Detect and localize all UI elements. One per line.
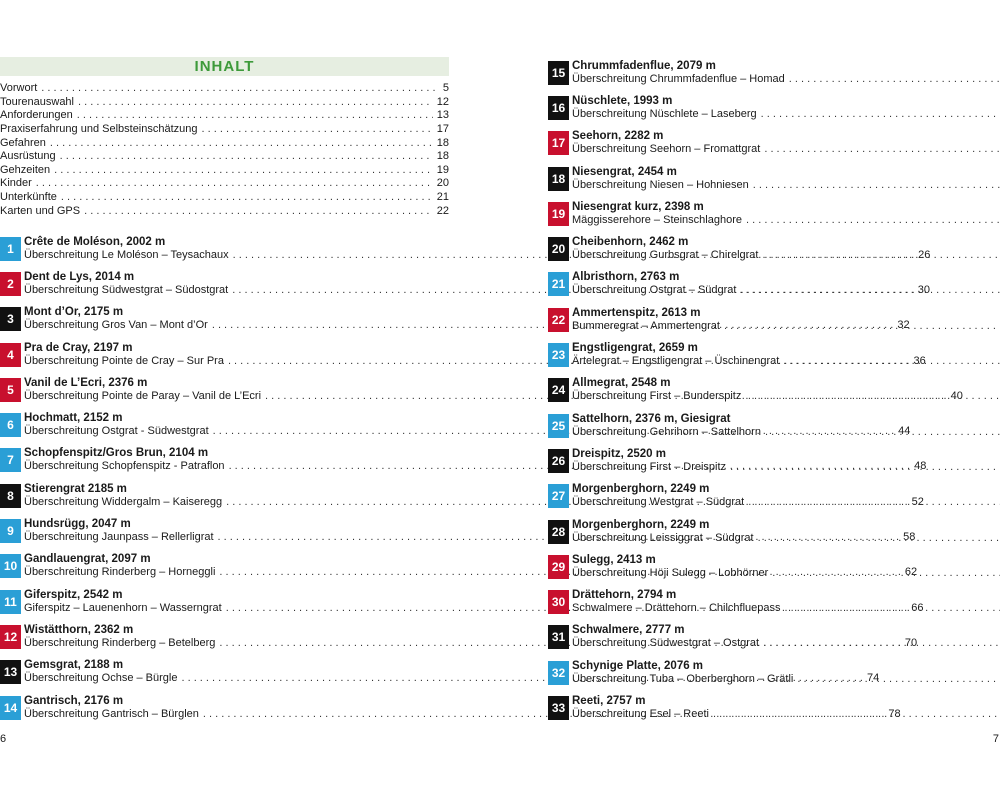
tour-text <box>572 624 1000 650</box>
tour-text <box>572 377 1000 403</box>
entry-page: 17 <box>436 122 449 135</box>
tour-text <box>572 589 1000 615</box>
tour-name: Gemsgrat, 2188 m <box>24 659 124 672</box>
tour-name: Schynige Platte, 2076 m <box>572 659 704 672</box>
contents-entry <box>0 96 449 110</box>
tour-description: Überschreitung Tuba – Oberberghorn – Grätli <box>572 672 794 685</box>
tour-entry <box>548 479 999 514</box>
tour-number-badge: 3 <box>0 307 21 331</box>
tour-page: 48 <box>914 460 927 473</box>
entry-page: 12 <box>436 95 449 108</box>
contents-entry <box>0 82 449 96</box>
tour-number-badge: 24 <box>548 378 569 402</box>
tour-name: Allmegrat, 2548 m <box>572 377 671 390</box>
page-number-left: 6 <box>0 733 7 745</box>
tour-description: Überschreitung Südwestgrat – Südostgrat <box>24 283 229 296</box>
tour-route <box>572 73 1000 86</box>
tour-number-badge: 21 <box>548 272 569 296</box>
entry-label: Karten und GPS <box>0 204 81 217</box>
tour-description: Ärtelegrat – Engstligengrat – Üschinengrat <box>572 355 780 368</box>
leader-dots <box>797 673 1000 686</box>
tour-name: Morgenberghorn, 2249 m <box>572 518 710 531</box>
tour-description: Giferspitz – Lauenenhorn – Wasserngrat <box>24 601 222 614</box>
leader-dots <box>740 284 1000 297</box>
tour-route <box>572 602 1000 615</box>
entry-page: 21 <box>436 191 449 204</box>
tour-page: 52 <box>911 495 924 508</box>
tour-entry <box>548 514 999 549</box>
tour-number-badge: 4 <box>0 343 21 367</box>
tour-entry <box>548 55 999 90</box>
tour-name: Cheibenhorn, 2462 m <box>572 236 689 249</box>
tour-description: Mäggisserehore – Steinschlaghore <box>572 213 742 226</box>
tour-entry <box>548 267 999 302</box>
tour-page: 58 <box>903 531 916 544</box>
leader-dots <box>54 164 433 178</box>
leader-dots <box>763 637 1000 650</box>
entry-page: 18 <box>436 150 449 163</box>
tour-entry <box>548 655 999 690</box>
leader-dots <box>60 150 433 164</box>
tour-text <box>572 413 1000 439</box>
tour-entry <box>548 302 999 337</box>
tour-text <box>572 695 1000 721</box>
tour-route <box>572 673 1000 686</box>
tour-number-badge: 23 <box>548 343 569 367</box>
leader-dots <box>789 73 1000 86</box>
tour-name: Chrummfadenflue, 2079 m <box>572 59 716 72</box>
tour-number-badge: 30 <box>548 590 569 614</box>
tour-name: Schwalmere, 2777 m <box>572 624 685 637</box>
tour-number-badge: 14 <box>0 696 21 720</box>
leader-dots <box>748 496 1000 509</box>
tour-description: Überschreitung Seehorn – Fromattgrat <box>572 143 761 156</box>
tour-name: Stierengrat 2185 m <box>24 482 127 495</box>
tour-number-badge: 17 <box>548 131 569 155</box>
tour-route <box>572 214 1000 227</box>
leader-dots <box>783 355 1000 368</box>
tour-name: Morgenberghorn, 2249 m <box>572 483 710 496</box>
tour-text <box>572 307 1000 333</box>
contents-title: INHALT <box>194 58 255 75</box>
tour-route <box>572 637 1000 650</box>
tour-description: Überschreitung Südwestgrat – Ostgrat <box>572 637 760 650</box>
entry-label: Tourenauswahl <box>0 95 74 108</box>
tour-description: Schwalmere – Drättehorn – Chilchfluepass <box>572 602 781 615</box>
contents-entry <box>0 109 449 123</box>
entry-label: Kinder <box>0 177 32 190</box>
tour-number-badge: 20 <box>548 237 569 261</box>
leader-dots <box>772 567 1000 580</box>
tour-name: Sattelhorn, 2376 m, Giesigrat <box>572 412 731 425</box>
tour-description: Überschreitung Rinderberg – Horneggli <box>24 566 216 579</box>
tour-page: 40 <box>950 389 963 402</box>
tour-route <box>572 179 1000 192</box>
tour-text <box>572 660 1000 686</box>
leader-dots <box>765 426 1000 439</box>
tour-route <box>572 320 1000 333</box>
contents-entry <box>0 191 449 205</box>
tour-text <box>572 166 1000 192</box>
tour-number-badge: 15 <box>548 61 569 85</box>
tour-name: Mont d’Or, 2175 m <box>24 306 124 319</box>
tour-name: Sulegg, 2413 m <box>572 553 656 566</box>
tour-description: Überschreitung Nüschlete – Laseberg <box>572 107 757 120</box>
tour-number-badge: 32 <box>548 661 569 685</box>
leader-dots <box>77 109 433 123</box>
tour-number-badge: 26 <box>548 449 569 473</box>
tour-description: Überschreitung Ostgrat – Südgrat <box>572 284 737 297</box>
tour-entry <box>548 408 999 443</box>
tour-route <box>572 532 1000 545</box>
tour-text <box>572 130 1000 156</box>
leader-dots <box>764 143 1000 156</box>
tour-page: 66 <box>911 601 924 614</box>
tour-number-badge: 7 <box>0 448 21 472</box>
entry-page: 19 <box>436 163 449 176</box>
tour-description: Überschreitung Widdergalm – Kaiseregg <box>24 495 223 508</box>
tour-description: Überschreitung Ochse – Bürgle <box>24 672 178 685</box>
tour-number-badge: 9 <box>0 519 21 543</box>
tour-number-badge: 12 <box>0 625 21 649</box>
tour-description: Überschreitung Westgrat – Südgrat <box>572 496 745 509</box>
tour-name: Schopfenspitz/Gros Brun, 2104 m <box>24 447 209 460</box>
contents-entry <box>0 137 449 151</box>
tour-number-badge: 16 <box>548 96 569 120</box>
tour-text <box>572 201 1000 227</box>
tour-entry <box>548 584 999 619</box>
tour-entry <box>548 549 999 584</box>
tour-name: Niesengrat kurz, 2398 m <box>572 200 704 213</box>
tour-name: Gantrisch, 2176 m <box>24 694 124 707</box>
contents-entry <box>0 177 449 191</box>
tour-description: Überschreitung Gros Van – Mont d’Or <box>24 319 208 332</box>
entry-page: 13 <box>436 109 449 122</box>
entry-page: 22 <box>436 204 449 217</box>
tour-name: Niesengrat, 2454 m <box>572 165 677 178</box>
tour-route <box>572 496 1000 509</box>
tour-page: 62 <box>904 566 918 579</box>
tour-number-badge: 28 <box>548 520 569 544</box>
tour-number-badge: 1 <box>0 237 21 261</box>
leader-dots <box>730 461 1000 474</box>
leader-dots <box>36 177 433 191</box>
tour-description: Überschreitung Pointe de Cray – Sur Pra <box>24 354 224 367</box>
leader-dots <box>758 532 1000 545</box>
tour-description: Überschreitung Gehrihorn – Sattelhorn <box>572 425 761 438</box>
tour-description: Überschreitung Esel – Reeti <box>572 707 709 720</box>
tour-list-right <box>548 55 999 726</box>
tour-entry <box>548 443 999 478</box>
tour-description: Überschreitung Pointe de Paray – Vanil de L’Ecri <box>24 389 262 402</box>
tour-route <box>572 108 1000 121</box>
tour-text <box>572 236 1000 262</box>
tour-description: Überschreitung Le Moléson – Teysachaux <box>24 248 229 261</box>
tour-number-badge: 2 <box>0 272 21 296</box>
entry-page: 20 <box>436 177 449 190</box>
tour-entry <box>548 196 999 231</box>
leader-dots <box>61 191 433 205</box>
tour-entry <box>548 126 999 161</box>
leader-dots <box>761 108 1000 121</box>
tour-number-badge: 27 <box>548 484 569 508</box>
entry-label: Praxiserfahrung und Selbsteinschätzung <box>0 122 198 135</box>
tour-name: Engstligengrat, 2659 m <box>572 342 698 355</box>
tour-route <box>572 390 1000 403</box>
tour-number-badge: 25 <box>548 414 569 438</box>
tour-number-badge: 6 <box>0 413 21 437</box>
tour-page: 30 <box>917 283 931 296</box>
leader-dots <box>762 249 1000 262</box>
tour-description: Überschreitung Ostgrat - Südwestgrat <box>24 425 209 438</box>
tour-name: Crête de Moléson, 2002 m <box>24 235 166 248</box>
tour-number-badge: 8 <box>0 484 21 508</box>
tour-page: 78 <box>888 707 901 720</box>
tour-entry <box>548 231 999 266</box>
tour-route <box>572 284 1000 297</box>
entry-label: Gehzeiten <box>0 163 51 176</box>
entry-label: Gefahren <box>0 136 46 149</box>
leader-dots <box>724 320 1000 333</box>
tour-name: Dent de Lys, 2014 m <box>24 270 135 283</box>
page-number-right: 7 <box>992 733 999 745</box>
tour-description: Überschreitung Höji Sulegg – Lobhörner <box>572 566 769 579</box>
leader-dots <box>78 96 433 110</box>
tour-page: 74 <box>867 672 880 685</box>
tour-number-badge: 18 <box>548 167 569 191</box>
tour-name: Gandlauengrat, 2097 m <box>24 553 151 566</box>
general-contents-list <box>0 82 449 218</box>
tour-description: Überschreitung Gurbsgrat – Chirelgrat <box>572 249 759 262</box>
tour-number-badge: 11 <box>0 590 21 614</box>
contents-title-bar <box>0 57 449 76</box>
tour-name: Nüschlete, 1993 m <box>572 94 673 107</box>
tour-description: Überschreitung First – Dreispitz <box>572 460 727 473</box>
tour-name: Hundsrügg, 2047 m <box>24 518 131 531</box>
tour-text <box>572 342 1000 368</box>
tour-name: Dreispitz, 2520 m <box>572 447 666 460</box>
entry-page: 5 <box>442 82 449 94</box>
tour-page: 36 <box>913 354 926 367</box>
tour-text <box>572 554 1000 580</box>
leader-dots <box>745 390 1000 403</box>
tour-name: Seehorn, 2282 m <box>572 130 664 143</box>
entry-label: Ausrüstung <box>0 150 56 163</box>
tour-page: 26 <box>918 248 931 261</box>
leader-dots <box>713 708 1000 721</box>
right-page <box>548 0 999 800</box>
tour-text <box>572 483 1000 509</box>
tour-name: Vanil de L’Ecri, 2376 m <box>24 376 148 389</box>
tour-description: Überschreitung Rinderberg – Betelberg <box>24 636 216 649</box>
leader-dots <box>746 214 1000 227</box>
tour-description: Überschreitung Jaunpass – Rellerligrat <box>24 531 214 544</box>
tour-route <box>572 567 1000 580</box>
tour-description: Überschreitung First – Bunderspitz <box>572 390 742 403</box>
tour-route <box>572 426 1000 439</box>
entry-label: Anforderungen <box>0 109 73 122</box>
entry-label: Vorwort <box>0 82 38 94</box>
tour-entry <box>548 90 999 125</box>
tour-description: Bummeregrat – Ammertengrat <box>572 319 720 332</box>
tour-entry <box>548 373 999 408</box>
tour-page: 44 <box>898 425 911 438</box>
tour-number-badge: 19 <box>548 202 569 226</box>
entry-label: Unterkünfte <box>0 191 57 204</box>
tour-description: Überschreitung Schopfenspitz - Patraflon <box>24 460 225 473</box>
tour-text <box>572 448 1000 474</box>
leader-dots <box>84 205 433 219</box>
contents-entry <box>0 164 449 178</box>
tour-number-badge: 22 <box>548 308 569 332</box>
tour-number-badge: 33 <box>548 696 569 720</box>
tour-name: Hochmatt, 2152 m <box>24 412 123 425</box>
tour-number-badge: 5 <box>0 378 21 402</box>
tour-name: Giferspitz, 2542 m <box>24 588 123 601</box>
tour-description: Überschreitung Leissiggrat – Südgrat <box>572 531 754 544</box>
tour-route <box>572 355 1000 368</box>
tour-description: Überschreitung Chrummfadenflue – Homad <box>572 72 785 85</box>
tour-route <box>572 249 1000 262</box>
tour-name: Drättehorn, 2794 m <box>572 589 677 602</box>
tour-page: 32 <box>897 319 910 332</box>
contents-entry <box>0 205 449 219</box>
tour-route <box>572 461 1000 474</box>
contents-entry <box>0 123 449 137</box>
tour-text <box>572 519 1000 545</box>
tour-name: Pra de Cray, 2197 m <box>24 341 133 354</box>
leader-dots <box>753 179 1000 192</box>
tour-page: 70 <box>904 636 918 649</box>
tour-text <box>572 95 1000 121</box>
tour-text <box>572 60 1000 86</box>
tour-entry <box>548 690 999 725</box>
tour-number-badge: 13 <box>0 660 21 684</box>
leader-dots <box>50 137 433 151</box>
tour-name: Reeti, 2757 m <box>572 694 646 707</box>
leader-dots <box>785 602 1000 615</box>
tour-description: Überschreitung Niesen – Hohniesen <box>572 178 749 191</box>
tour-number-badge: 31 <box>548 625 569 649</box>
tour-entry <box>548 161 999 196</box>
contents-entry <box>0 150 449 164</box>
tour-number-badge: 29 <box>548 555 569 579</box>
tour-text <box>572 271 1000 297</box>
entry-page: 18 <box>436 136 449 149</box>
tour-name: Ammertenspitz, 2613 m <box>572 306 701 319</box>
leader-dots <box>202 123 433 137</box>
tour-entry <box>548 337 999 372</box>
tour-number-badge: 10 <box>0 554 21 578</box>
tour-entry <box>548 620 999 655</box>
leader-dots <box>41 82 439 96</box>
tour-route <box>572 708 1000 721</box>
tour-name: Albristhorn, 2763 m <box>572 271 680 284</box>
tour-route <box>572 143 1000 156</box>
tour-name: Wistätthorn, 2362 m <box>24 623 134 636</box>
tour-description: Überschreitung Gantrisch – Bürglen <box>24 707 199 720</box>
